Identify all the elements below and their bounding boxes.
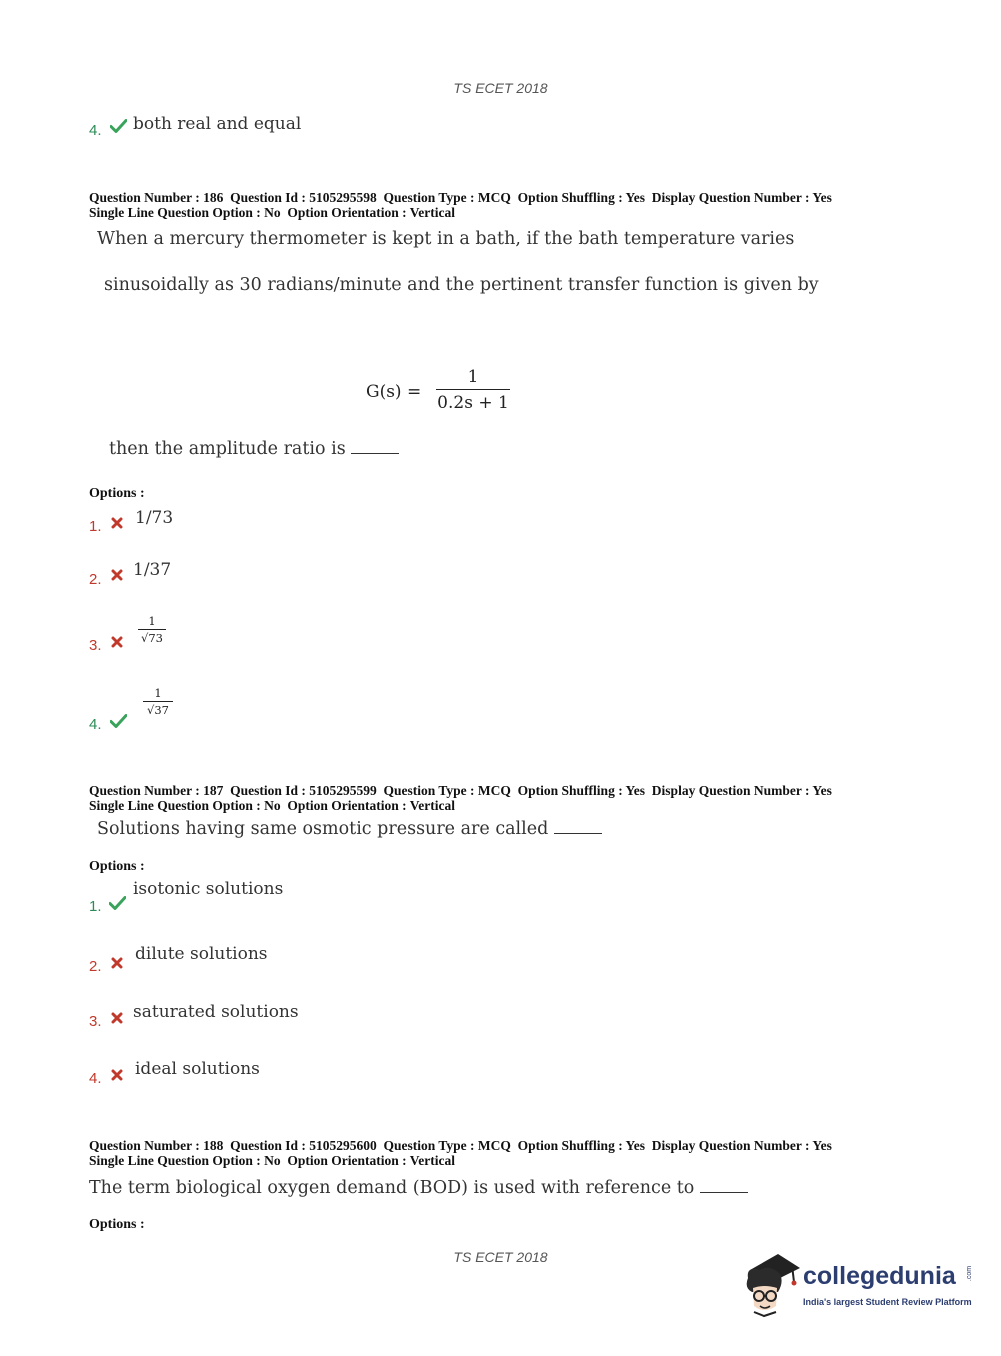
cross-icon <box>111 569 123 581</box>
options-label: Options : <box>89 859 145 874</box>
check-icon <box>110 119 127 133</box>
option-text: 1/37 <box>133 560 172 580</box>
logo-tagline: India's largest Student Review Platform <box>803 1297 972 1307</box>
option-number: 4. <box>89 122 102 139</box>
question-text-line: When a mercury thermometer is kept in a bath, if the bath temperature varies <box>97 229 795 249</box>
cross-icon <box>111 1012 123 1024</box>
options-label: Options : <box>89 486 145 501</box>
option-number: 4. <box>89 1070 102 1087</box>
option-number: 3. <box>89 1013 102 1030</box>
question-meta: Question Number : 186 Question Id : 5105295598 Question Type : MCQ Option Shuffling : Yes Display Question Number : Yes Single Line Question Option : No Option Orientation : Vertical <box>89 190 832 220</box>
check-icon <box>110 714 127 728</box>
formula-numerator: 1 <box>467 367 479 387</box>
options-label: Options : <box>89 1217 145 1232</box>
check-icon <box>109 896 126 910</box>
formula-fraction <box>436 367 510 413</box>
collegedunia-logo <box>740 1248 975 1318</box>
option-text: saturated solutions <box>133 1002 299 1022</box>
page-header: TS ECET 2018 <box>453 80 548 96</box>
option-text: dilute solutions <box>135 944 268 964</box>
option-number: 2. <box>89 958 102 975</box>
option-number: 3. <box>89 637 102 654</box>
cross-icon <box>111 517 123 529</box>
fraction-denominator: √73 <box>141 631 163 645</box>
cross-icon <box>111 957 123 969</box>
formula-denominator: 0.2s + 1 <box>437 393 509 413</box>
mascot-icon <box>740 1248 802 1318</box>
option-text: both real and equal <box>133 114 302 134</box>
option-number: 1. <box>89 898 102 915</box>
logo-dotcom: .com <box>966 1265 974 1282</box>
option-fraction <box>138 614 166 645</box>
question-text-line: sinusoidally as 30 radians/minute and the pertinent transfer function is given by <box>104 275 819 295</box>
answer-blank <box>554 832 602 834</box>
option-text: isotonic solutions <box>133 879 284 899</box>
formula-lhs: G(s) = <box>366 382 422 402</box>
option-number: 4. <box>89 716 102 733</box>
page-footer: TS ECET 2018 <box>453 1249 548 1265</box>
question-meta: Question Number : 188 Question Id : 5105295600 Question Type : MCQ Option Shuffling : Yes Display Question Number : Yes Single Line Question Option : No Option Orientation : Vertical <box>89 1138 832 1168</box>
question-meta: Question Number : 187 Question Id : 5105295599 Question Type : MCQ Option Shuffling : Yes Display Question Number : Yes Single Line Question Option : No Option Orientation : Vertical <box>89 783 832 813</box>
question-text-line: The term biological oxygen demand (BOD) is used with reference to <box>89 1178 748 1198</box>
answer-blank <box>351 452 399 454</box>
option-fraction <box>143 686 173 717</box>
option-number: 1. <box>89 518 102 535</box>
question-text-line: Solutions having same osmotic pressure are called <box>97 819 602 839</box>
cross-icon <box>111 636 123 648</box>
option-text: ideal solutions <box>135 1059 260 1079</box>
fraction-numerator: 1 <box>148 614 156 628</box>
option-text: 1/73 <box>135 508 174 528</box>
option-number: 2. <box>89 571 102 588</box>
cross-icon <box>111 1069 123 1081</box>
fraction-numerator: 1 <box>154 686 162 700</box>
question-text-line: then the amplitude ratio is <box>109 439 399 459</box>
logo-wordmark: collegedunia <box>803 1262 956 1290</box>
fraction-denominator: √37 <box>147 703 169 717</box>
answer-blank <box>700 1191 748 1193</box>
